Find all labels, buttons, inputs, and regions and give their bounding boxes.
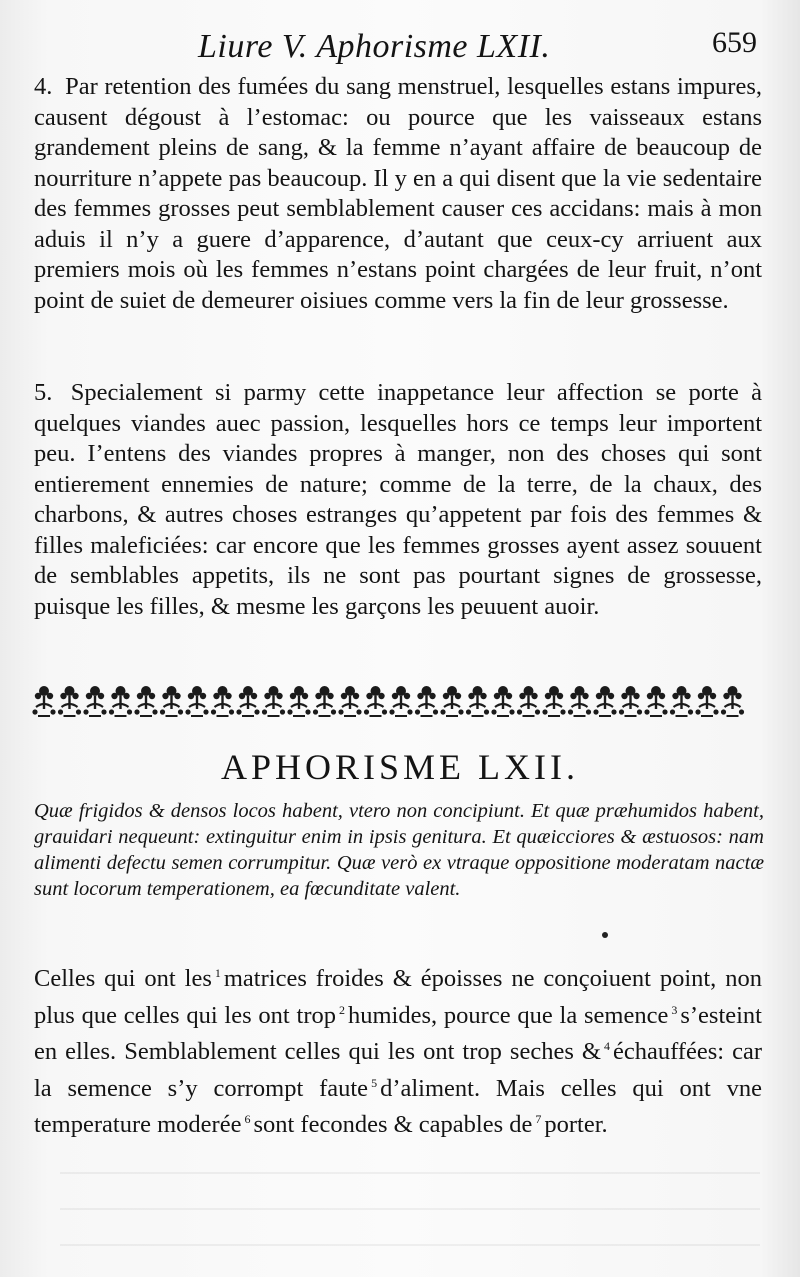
fleuron-icon <box>415 686 438 716</box>
french-text: humides, pource que la semence <box>348 1001 669 1029</box>
running-head: Liure V. Aphorisme LXII. <box>198 28 551 65</box>
fleuron-icon <box>466 686 489 716</box>
french-text: porter. <box>544 1111 608 1138</box>
note-marker: 6 <box>244 1112 251 1126</box>
french-text: matrices froides & époisses ne conçoiuent point, non plus que celles qui les ont trop <box>34 965 762 1029</box>
fleuron-icon <box>542 686 565 716</box>
french-text: sont fecondes & capables de <box>253 1111 533 1138</box>
fleuron-icon <box>313 686 336 716</box>
fleuron-icon <box>262 686 285 716</box>
aphorism-title: APHORISME LXII. <box>220 747 579 787</box>
fleuron-icon <box>644 686 667 716</box>
page-header <box>0 22 800 70</box>
fleuron-icon <box>211 686 234 716</box>
fleuron-icon <box>568 686 591 716</box>
note-marker: 7 <box>535 1112 542 1126</box>
paragraph-number: 4. <box>34 73 53 100</box>
page-number: 659 <box>712 26 757 59</box>
french-text: s’esteint en elles. Semblablement celles qui les ont trop seches & <box>34 1001 762 1065</box>
latin-aphorism-text: Quæ frigidos & densos locos habent, vtero non concipiunt. Et quæ præhumidos habent, grauidari nequeunt: extinguitur enim in ipsis genitura. Et quæicciores & æstuosos: nam alimenti defectu semen corrumpitur. Quæ verò ex vtraque oppositione moderatam nactæ sunt locorum temperationem, ea fœcunditate valent. <box>34 800 764 900</box>
fleuron-icon <box>160 686 183 716</box>
french-text: échauffées: car la semence s’y corrompt faute <box>34 1038 763 1102</box>
fleuron-icon <box>109 686 132 716</box>
fleuron-icon <box>236 686 259 716</box>
fleuron-icon <box>389 686 412 716</box>
paragraph-text: Specialement si parmy cette inappetance leur affection se porte à quelques viandes auec passion, lesquelles hors ce temps leur importent peu. I’entens des viandes propres à manger, non des choses qui sont entierement ennemies de nature; comme de la terre, de la chaux, des charbons, & autres choses estranges qu’appetent par fois des femmes & filles maleficiées: car encore que les femmes grosses ayent assez souuent de semblables appetits, ils ne sont pas pourtant signes de grossesse, puisque les filles, & mesme les garçons les peuuent auoir. <box>34 379 763 620</box>
fleuron-icon <box>338 686 361 716</box>
fleuron-icon <box>695 686 718 716</box>
fleuron-icon <box>670 686 693 716</box>
french-text: d’aliment. Mais celles qui ont vne temperature moderée <box>34 1074 762 1138</box>
note-marker: 5 <box>371 1075 378 1090</box>
note-marker: 3 <box>671 1002 678 1017</box>
fleuron-icon <box>83 686 106 716</box>
fleuron-ornament-band <box>32 680 760 720</box>
note-marker: 1 <box>214 966 221 980</box>
paragraph-number: 5. <box>34 379 53 406</box>
fleuron-icon <box>185 686 208 716</box>
paragraph-4 <box>34 72 762 316</box>
fleuron-icon <box>32 686 55 716</box>
french-translation <box>34 958 762 1141</box>
fleuron-icon <box>491 686 514 716</box>
fleuron-icon <box>619 686 642 716</box>
show-through-text <box>60 1150 760 1260</box>
fleuron-icon <box>58 686 81 716</box>
paragraph-text: Par retention des fumées du sang menstruel, lesquelles estans impures, causent dégoust à l’estomac: ou pource que les vaisseaux estans grandement pleins de sang, & la femme n’ayant affaire de beaucoup de nourriture n’appete pas beaucoup. Il y en a qui disent que la vie sedentaire des femmes grosses peut semblablement causer ces accidans: mais à mon aduis il n’y a guere d’apparence, d’autant que ceux-cy arriuent aux premiers mois où les femmes n’estans point chargées de leur fruit, n’ont point de suiet de demeurer oisiues comme vers la fin de leur grossesse. <box>34 73 762 314</box>
fleuron-icon <box>134 686 157 716</box>
fleuron-icon <box>517 686 540 716</box>
fleuron-icon <box>287 686 310 716</box>
fleuron-icon <box>593 686 616 716</box>
french-text: Celles qui ont les <box>34 965 212 992</box>
ink-dot <box>602 932 608 938</box>
fleuron-icon <box>440 686 463 716</box>
note-marker: 2 <box>339 1002 345 1017</box>
fleuron-icon <box>721 686 744 716</box>
paragraph-5 <box>34 378 762 622</box>
note-marker: 4 <box>603 1039 610 1053</box>
fleuron-icon <box>364 686 387 716</box>
